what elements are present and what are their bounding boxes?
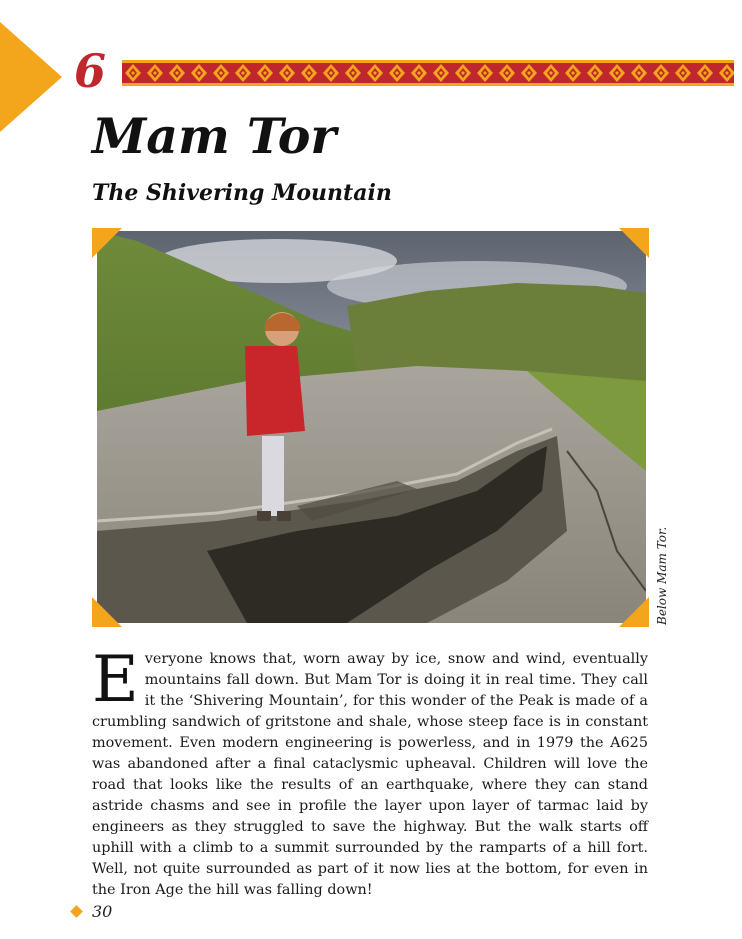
photo-cracked-road bbox=[97, 231, 646, 623]
diamond-pattern bbox=[122, 60, 734, 86]
chapter-number: 6 bbox=[74, 44, 107, 98]
photo-corner-tab-bottom-left bbox=[92, 597, 122, 627]
photo-corner-tab-top-left bbox=[92, 228, 122, 258]
drop-cap: E bbox=[92, 643, 139, 717]
page-title: Mam Tor bbox=[92, 107, 337, 165]
footer-diamond-icon bbox=[70, 905, 83, 918]
body-paragraph bbox=[92, 643, 648, 901]
photo-corner-tab-bottom-right bbox=[619, 597, 649, 627]
page-subtitle: The Shivering Mountain bbox=[92, 180, 392, 206]
decorative-band bbox=[122, 60, 734, 86]
photo-illustration bbox=[97, 231, 646, 623]
page-number: 30 bbox=[92, 902, 113, 921]
photo-corner-tab-top-right bbox=[619, 228, 649, 258]
corner-triangle-decoration bbox=[0, 22, 62, 132]
photo-caption: Below Mam Tor. bbox=[655, 526, 669, 625]
body-text: veryone knows that, worn away by ice, snow and wind, eventually mountains fall down. But Mam Tor is doing it in real time. They call it the ‘Shivering Mountain’, for this wonder of the Peak is made of a crumbling sandwich of gritstone and shale, whose steep face is in constant movement. Even modern engineering is powerless, and in 1979 the A625 was abandoned after a final cataclysmic upheaval. Children will love the road that looks like the results of an earthquake, where they can stand astride chasms and see in profile the layer upon layer of tarmac laid by engineers as they struggled to save the highway. But the walk starts off uphill with a climb to a summit surrounded by the ramparts of a hill fort. Well, not quite surrounded as part of it now lies at the bottom, for even in the Iron Age the hill was falling down! bbox=[92, 651, 648, 898]
